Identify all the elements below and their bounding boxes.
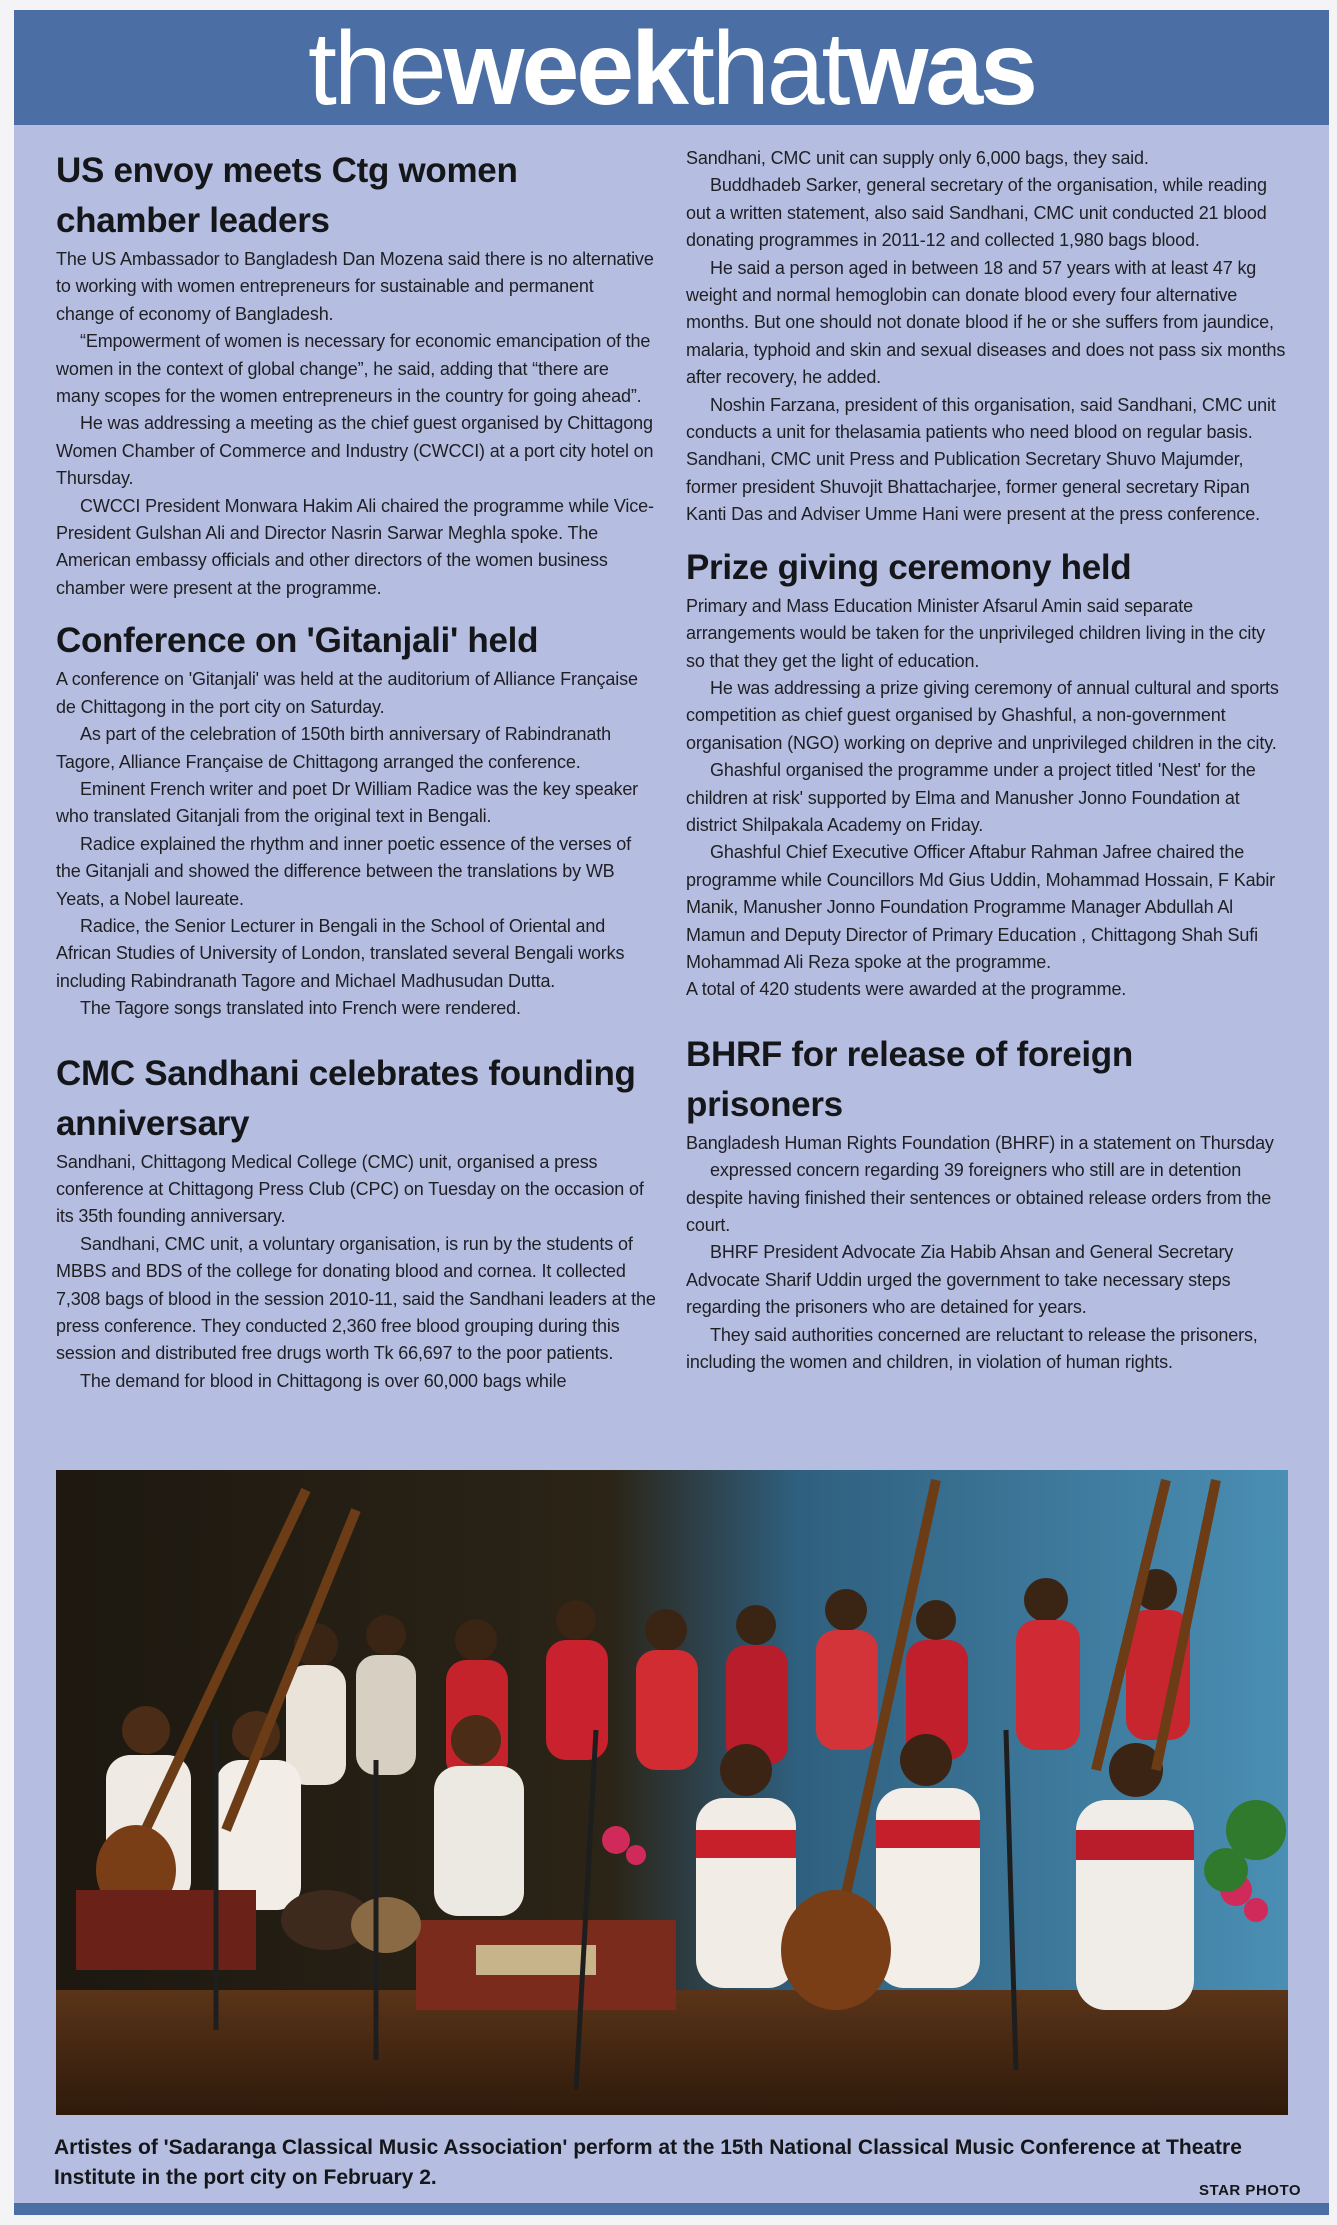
paragraph: Sandhani, CMC unit can supply only 6,000 bags, they said. xyxy=(686,148,1149,168)
paragraph: The US Ambassador to Bangladesh Dan Mozena said there is no alternative to working with women entrepreneurs for sustainable and permanent change of economy of Bangladesh. xyxy=(56,249,654,324)
masthead-that: that xyxy=(685,11,848,127)
paragraph: He was addressing a meeting as the chief guest organised by Chittagong Women Chamber of Commerce and Industry (CWCCI) at a port city hotel on Thursday. xyxy=(56,413,654,489)
headline-line: CMC Sandhani celebrates founding xyxy=(56,1053,636,1093)
article-bhrf xyxy=(686,1030,1286,1377)
masthead-week: week xyxy=(443,11,686,127)
photo-caption: Artistes of 'Sadaranga Classical Music Association' perform at the 15th National Classical Music Conference at Theatre Institute in the port city on February 2. xyxy=(54,2136,1242,2189)
headline-line: chamber leaders xyxy=(56,201,330,240)
paragraph: He was addressing a prize giving ceremony of annual cultural and sports competition as chief guest organised by Ghashful, a non-government organisation (NGO) working on deprive and unprivileged children in the city. xyxy=(686,677,1279,753)
headline-line: BHRF for release of foreign xyxy=(686,1034,1133,1074)
right-column xyxy=(686,145,1286,1390)
left-column xyxy=(56,146,656,1409)
masthead-the: the xyxy=(307,11,444,127)
masthead-title xyxy=(307,11,1036,127)
paragraph: Radice, the Senior Lecturer in Bengali in the School of Oriental and African Studies of University of London, translated several Bengali works including Rabindranath Tagore and Michael Madhusudan Dutta. xyxy=(56,915,625,991)
paragraph: Radice explained the rhythm and inner poetic essence of the verses of the Gitanjali and showed the difference between the translations by WB Yeats, a Nobel laureate. xyxy=(56,833,631,909)
paragraph: Eminent French writer and poet Dr William Radice was the key speaker who translated Gitanjali from the original text in Bengali. xyxy=(56,778,639,827)
paragraph: “Empowerment of women is necessary for economic emancipation of the women in the context of global change”, he said, adding that “there are many scopes for the women entrepreneurs in the country for going ahead”. xyxy=(56,331,651,407)
paragraph: Buddhadeb Sarker, general secretary of the organisation, while reading out a written statement, also said Sandhani, CMC unit conducted 21 blood donating programmes in 2011-12 and collected 1,980 bags blood. xyxy=(686,175,1267,251)
paragraph: BHRF President Advocate Zia Habib Ahsan and General Secretary Advocate Sharif Uddin urged the government to take necessary steps regarding the prisoners who are detained for years. xyxy=(686,1242,1234,1318)
paragraph: The Tagore songs translated into French were rendered. xyxy=(80,998,521,1019)
headline-cmc-sandhani xyxy=(56,1049,656,1149)
article-cmc-sandhani-continued xyxy=(686,145,1286,529)
newspaper-page xyxy=(14,10,1329,2215)
headline-line: US envoy meets Ctg women xyxy=(56,151,518,190)
headline-gitanjali: Conference on 'Gitanjali' held xyxy=(56,621,539,661)
headline-line: prisoners xyxy=(686,1084,843,1124)
paragraph: The demand for blood in Chittagong is over 60,000 bags while xyxy=(80,1370,567,1391)
paragraph: Ghashful organised the programme under a project titled 'Nest' for the children at risk' supported by Elma and Manusher Jonno Foundation at district Shilpakala Academy on Friday. xyxy=(686,760,1256,835)
paragraph: Primary and Mass Education Minister Afsarul Amin said separate arrangements would be taken for the unprivileged children living in the city so that they get the light of education. xyxy=(686,595,1265,671)
paragraph: A total of 420 students were awarded at the programme. xyxy=(686,979,1127,1000)
paragraph: expressed concern regarding 39 foreigners who still are in detention despite having finished their sentences or obtained release orders from the court. xyxy=(686,1160,1272,1235)
headline-bhrf xyxy=(686,1030,1286,1130)
concert-photo xyxy=(56,1470,1288,2115)
paragraph: Sandhani, CMC unit Press and Publication Secretary Shuvo Majumder, former president Shuvojit Bhattacharjee, former general secretary Ripan Kanti Das and Adviser Umme Hani were present at the press conference. xyxy=(686,449,1260,525)
paragraph: CWCCI President Monwara Hakim Ali chaired the programme while Vice-President Gulshan Ali and Director Nasrin Sarwar Meghla spoke. The American embassy officials and other directors of the women business chamber were present at the programme. xyxy=(56,495,654,598)
masthead-was: was xyxy=(847,11,1036,127)
concert-photo-illustration xyxy=(56,1470,1288,2115)
paragraph: A conference on 'Gitanjali' was held at the auditorium of Alliance Française de Chittagong in the port city on Saturday. xyxy=(56,669,638,717)
paragraph: Sandhani, Chittagong Medical College (CMC) unit, organised a press conference at Chittagong Press Club (CPC) on Tuesday on the occasion of its 35th founding anniversary. xyxy=(56,1151,644,1227)
photo-credit: STAR PHOTO xyxy=(1199,2182,1301,2199)
paragraph: He said a person aged in between 18 and 57 years with at least 47 kg weight and normal hemoglobin can donate blood every four alternative months. But one should not donate blood if he or she suffers from jaundice, malaria, typhoid and skin and sexual diseases and does not pass six months after recovery, he added. xyxy=(686,257,1286,388)
article-cmc-sandhani xyxy=(56,1049,656,1396)
headline-prize-giving: Prize giving ceremony held xyxy=(686,547,1132,587)
paragraph: Ghashful Chief Executive Officer Aftabur Rahman Jafree chaired the programme while Councillors Md Gius Uddin, Mohammad Hossain, F Kabir Manik, Manusher Jonno Foundation Programme Manager Abdullah Al Mamun and Deputy Director of Primary Education , Chittagong Shah Sufi Mohammad Ali Reza spoke at the programme. xyxy=(686,842,1276,972)
paragraph: They said authorities concerned are reluctant to release the prisoners, including the women and children, in violation of human rights. xyxy=(686,1324,1258,1373)
paragraph: Noshin Farzana, president of this organisation, said Sandhani, CMC unit conducts a unit for thelasamia patients who need blood on regular basis. xyxy=(686,394,1276,443)
headline-line: anniversary xyxy=(56,1103,250,1143)
paragraph: As part of the celebration of 150th birth anniversary of Rabindranath Tagore, Alliance Française de Chittagong arranged the conference. xyxy=(56,724,611,772)
article-us-envoy xyxy=(56,146,656,602)
paragraph: Bangladesh Human Rights Foundation (BHRF) in a statement on Thursday xyxy=(686,1132,1274,1153)
paragraph: Sandhani, CMC unit, a voluntary organisation, is run by the students of MBBS and BDS of the college for donating blood and cornea. It collected 7,308 bags of blood in the session 2010-11, said the Sandhani leaders at the press conference. They conducted 2,360 free blood grouping during this session and distributed free drugs worth Tk 66,697 to the poor patients. xyxy=(56,1233,656,1364)
headline-us-envoy xyxy=(56,146,656,246)
masthead xyxy=(14,10,1329,125)
article-prize-giving xyxy=(686,543,1286,1004)
bottom-rule xyxy=(14,2203,1329,2215)
article-gitanjali xyxy=(56,616,656,1022)
